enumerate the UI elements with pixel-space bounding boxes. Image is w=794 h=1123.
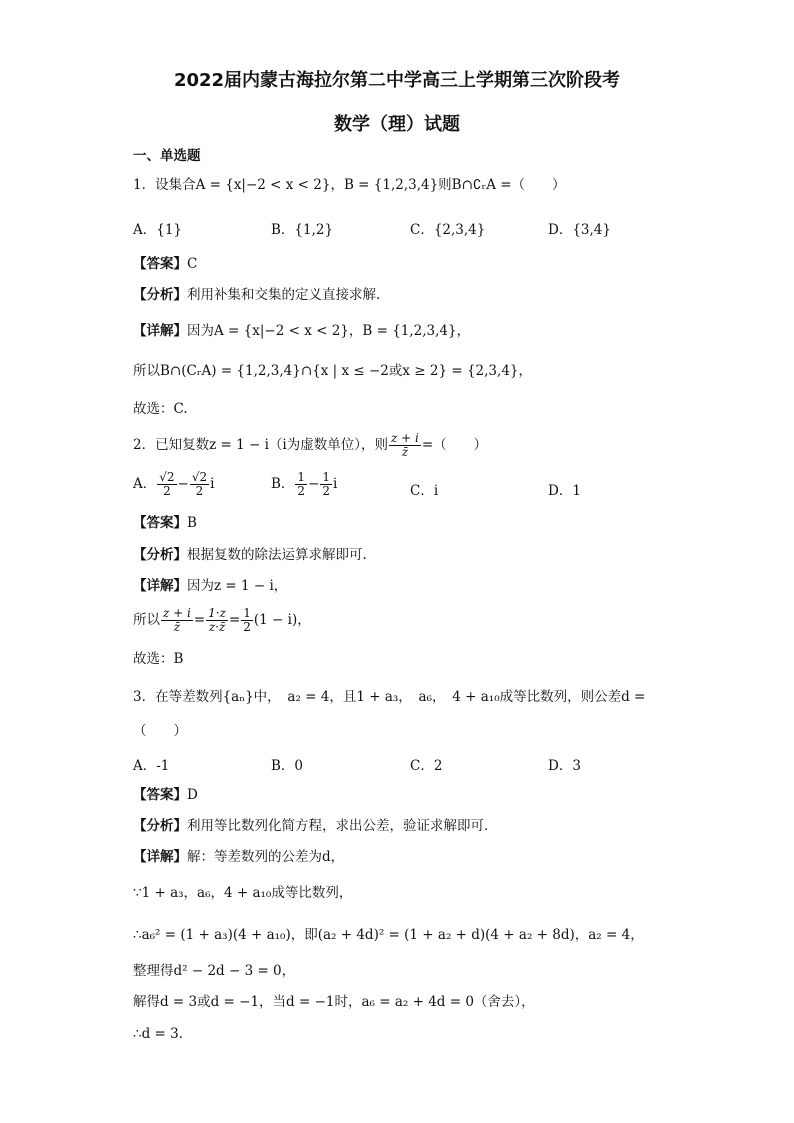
q2-step <box>133 607 311 634</box>
q2-option-a <box>133 471 214 498</box>
answer-value: B <box>187 515 197 531</box>
detail-tag: 【详解】 <box>133 849 187 865</box>
analysis-text: 利用补集和交集的定义直接求解. <box>187 287 381 303</box>
analysis-text: 根据复数的除法运算求解即可. <box>187 547 367 563</box>
q1-stem: 1．设集合A = {x|−2 < x < 2}，B = {1,2,3,4}则B∩∁ᵣA =（ ） <box>133 177 566 193</box>
detail-text: 因为z = 1 − i， <box>187 578 288 594</box>
fraction-numerator: z + i <box>163 606 191 620</box>
q3-detail <box>133 848 344 866</box>
q2-option-d: D．1 <box>548 483 581 499</box>
fraction-denominator: 2 <box>297 484 306 498</box>
q2-option-b <box>271 471 337 498</box>
q2-stem-text: 2．已知复数z = 1 − i（i为虚数单位），则 <box>133 437 388 453</box>
q3-option-d: D．3 <box>548 758 581 774</box>
fraction-denominator: 2 <box>163 484 171 498</box>
analysis-text: 利用等比数列化简方程，求出公差，验证求解即可． <box>187 818 498 834</box>
q3-stem-line1: 3．在等差数列{aₙ}中， a₂ = 4，且1 + a₃， a₆， 4 + a₁₀成等比数列，则公差d = <box>133 689 646 705</box>
imaginary-unit: i <box>210 476 215 492</box>
step-fraction-1 <box>161 607 193 634</box>
fraction-numerator: 1 <box>297 470 306 484</box>
q3-answer <box>133 786 198 804</box>
q1-option-a: A．{1} <box>133 222 183 238</box>
equals-sign: = <box>228 612 241 628</box>
option-prefix: B． <box>271 476 295 492</box>
fraction-numerator: z + i <box>390 431 419 445</box>
step-tail: (1 − i)， <box>253 612 311 628</box>
minus-sign: − <box>177 476 189 492</box>
q1-conclusion: 故选：C. <box>133 401 188 417</box>
document-title-line1: 2022届内蒙古海拉尔第二中学高三上学期第三次阶段考 <box>173 70 621 91</box>
fraction-numerator: 1·z <box>208 606 226 620</box>
answer-tag: 【答案】 <box>133 515 187 531</box>
q3-analysis <box>133 817 498 835</box>
q3-option-b: B．0 <box>271 758 304 774</box>
q2-stem <box>133 432 487 459</box>
q1-option-b: B．{1,2} <box>271 222 334 238</box>
minus-sign: − <box>308 476 320 492</box>
q3-step-1: ∵1 + a₃，a₆，4 + a₁₀成等比数列， <box>133 885 353 901</box>
detail-tag: 【详解】 <box>133 323 187 339</box>
section-heading: 一、单选题 <box>133 148 201 164</box>
q3-option-c: C．2 <box>410 758 443 774</box>
fraction-denominator: z̄ <box>173 620 181 634</box>
equals-sign: = <box>193 612 206 628</box>
fraction-numerator: √2 <box>159 470 175 484</box>
option-prefix: A． <box>133 476 157 492</box>
answer-value: C <box>187 256 198 272</box>
q1-answer <box>133 255 197 273</box>
analysis-tag: 【分析】 <box>133 547 187 563</box>
q1-analysis <box>133 286 380 304</box>
fraction-denominator: z·z̄ <box>208 620 226 634</box>
step-fraction-2 <box>206 607 228 634</box>
q2-stem-tail: =（ ） <box>421 437 488 453</box>
fraction-denominator: 2 <box>322 484 331 498</box>
q2-analysis <box>133 546 367 564</box>
analysis-tag: 【分析】 <box>133 287 187 303</box>
q3-step-3: 整理得d² − 2d − 3 = 0， <box>133 963 296 979</box>
analysis-tag: 【分析】 <box>133 818 187 834</box>
fraction-numerator: 1 <box>243 606 251 620</box>
option-fraction-1 <box>295 471 307 498</box>
q3-option-a: A．-1 <box>133 758 170 774</box>
q3-step-2: ∴a₆² = (1 + a₃)(4 + a₁₀)，即(a₂ + 4d)² = (1 + a₂ + d)(4 + a₂ + 8d)，a₂ = 4， <box>133 927 644 943</box>
q1-option-d: D．{3,4} <box>548 222 611 238</box>
document-title-line2: 数学（理）试题 <box>334 114 460 135</box>
detail-text: 因为A = {x|−2 < x < 2}，B = {1,2,3,4}， <box>187 323 471 339</box>
q2-stem-fraction <box>389 432 421 459</box>
fraction-denominator: 2 <box>195 484 204 498</box>
answer-value: D <box>187 787 198 803</box>
q2-conclusion: 故选：B <box>133 651 184 667</box>
q1-option-c: C．{2,3,4} <box>410 222 486 238</box>
detail-text: 解：等差数列的公差为d， <box>187 849 345 865</box>
fraction-numerator: √2 <box>191 470 208 484</box>
q2-answer <box>133 514 197 532</box>
detail-tag: 【详解】 <box>133 578 187 594</box>
option-fraction-2 <box>190 471 209 498</box>
q3-step-5: ∴d = 3． <box>133 1026 193 1042</box>
option-fraction-2 <box>320 471 332 498</box>
imaginary-unit: i <box>333 476 338 492</box>
answer-tag: 【答案】 <box>133 787 187 803</box>
q2-option-c: C．i <box>410 483 439 499</box>
q3-step-4: 解得d = 3或d = −1，当d = −1时，a₆ = a₂ + 4d = 0（舍去）， <box>133 994 535 1010</box>
fraction-numerator: 1 <box>322 470 331 484</box>
option-fraction-1 <box>157 471 176 498</box>
q1-detail <box>133 322 470 340</box>
q2-detail <box>133 577 287 595</box>
step-fraction-3 <box>241 607 253 634</box>
fraction-denominator: z̄ <box>401 445 409 459</box>
q3-stem-line2: （ ） <box>133 723 187 739</box>
q1-step: 所以B∩(CᵣA) = {1,2,3,4}∩{x | x ≤ −2或x ≥ 2} = {2,3,4}， <box>133 363 532 379</box>
step-prefix: 所以 <box>133 612 160 628</box>
fraction-denominator: 2 <box>243 620 251 634</box>
answer-tag: 【答案】 <box>133 256 187 272</box>
